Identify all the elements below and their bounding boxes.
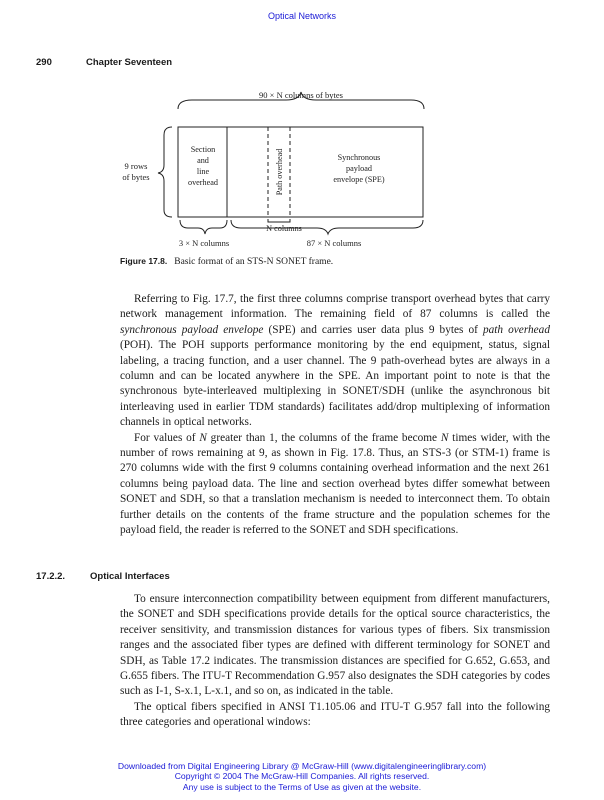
text-run: (SPE) and carries user data plus 9 bytes of (263, 323, 483, 336)
rows-label-1: 9 rows (124, 161, 148, 171)
bottom-right-brace (231, 220, 423, 234)
section-overhead-l3: line (196, 167, 210, 176)
term-spe: synchronous payload envelope (120, 323, 264, 336)
footer-line-1[interactable]: Downloaded from Digital Engineering Library @ McGraw-Hill (www.digitalengineeringlibrary.com) (117, 761, 487, 771)
caption-text: Basic format of an STS-N SONET frame. (174, 257, 334, 267)
left-brace (158, 127, 172, 217)
footer-line-2: Copyright © 2004 The McGraw-Hill Companies. All rights reserved. (174, 771, 430, 782)
frame-rectangle (178, 127, 423, 217)
text-run: (POH). The POH supports performance monitoring by the end equipment, status, signal labeling, a tracing function, and a user channel. The 9 path-overhead bytes are always in a column and can be located anywhere in the SPE. An important point to note is that the synchronous byte-interleaved multiplexing in SONET/SDH (unlike the asynchronous bit interleaving used in earlier TDM standards) facilitates add/drop multiplexing of information channels in optical networks. (120, 339, 550, 429)
term-poh: path overhead (482, 323, 550, 336)
text-run: greater than 1, the columns of the frame become (206, 431, 441, 444)
section-title: Optical Interfaces (90, 571, 170, 582)
section-overhead-l2: and (197, 156, 209, 165)
chapter-title: Chapter Seventeen (86, 57, 173, 68)
text-run: Referring to Fig. 17.7, the first three columns comprise transport overhead bytes that carry network management information. The remaining field of 87 columns is called the (120, 293, 550, 321)
bottom-left-brace (180, 220, 227, 234)
paragraph (120, 292, 550, 431)
footer-notice (0, 761, 604, 792)
paragraph: The optical fibers specified in ANSI T1.105.06 and ITU-T G.957 fall into the following three categories and operational windows: (120, 700, 550, 729)
rows-label-2: of bytes (122, 172, 150, 182)
spe-label-l1: Synchronous (337, 153, 381, 162)
spe-label-l2: payload (346, 164, 372, 173)
figure-caption (120, 256, 333, 267)
running-header: Optical Networks (267, 11, 337, 21)
page-number: 290 (36, 57, 52, 68)
section-number: 17.2.2. (36, 571, 66, 582)
section-overhead-l1: Section (190, 145, 216, 154)
section-overhead-l4: overhead (187, 178, 219, 187)
bottom-left-label: 3 × N columns (178, 238, 230, 248)
caption-label: Figure 17.8. (120, 256, 168, 266)
variable-n: N (440, 431, 449, 444)
path-overhead-label: Path overhead (275, 148, 284, 196)
n-columns-brace (268, 219, 290, 222)
body-text-upper (120, 292, 550, 539)
top-brace-label: 90 × N columns of bytes (259, 90, 343, 100)
bottom-right-label: 87 × N columns (306, 238, 362, 248)
footer-line-3[interactable]: Any use is subject to the Terms of Use as given at the website. (182, 781, 422, 792)
paragraph (120, 431, 550, 539)
variable-n: N (199, 431, 207, 444)
n-columns-label: N columns (266, 224, 302, 233)
body-text-lower (120, 592, 550, 731)
paragraph: To ensure interconnection compatibility between equipment from different manufacturers, the SONET and SDH specifications provide details for the optical source characteristics, the receiver sensitivity, and transmission distances for various types of fibers. Six transmission ranges and the associated fiber types are defined with different terminology for SONET and SDH, as Table 17.2 indicates. The transmission distances are specified for G.652, G.653, and G.655 fibers. The ITU-T Recommendation G.957 also designates the SDH categories by codes such as I-1, S-x.1, L-x.1, and so on, as indicated in the table. (120, 593, 550, 698)
spe-label-l3: envelope (SPE) (333, 175, 385, 184)
section-heading (36, 571, 170, 582)
text-run: For values of (134, 431, 200, 444)
text-run: times wider, with the number of rows remaining at 9, as shown in Fig. 17.8. Thus, an STS-3 (or STM-1) frame is 270 columns wide with the first 9 columns containing overhead information and the next 261 columns being payload data. The line and section overhead bytes differ somewhat between SONET and SDH, so that a translation mechanism is needed to interconnect them. To obtain further details on the contents of the frame structure and the population schemes for the payload field, the reader is referred to the SONET and SDH specifications. (120, 431, 551, 537)
sonet-frame-figure (100, 84, 440, 254)
